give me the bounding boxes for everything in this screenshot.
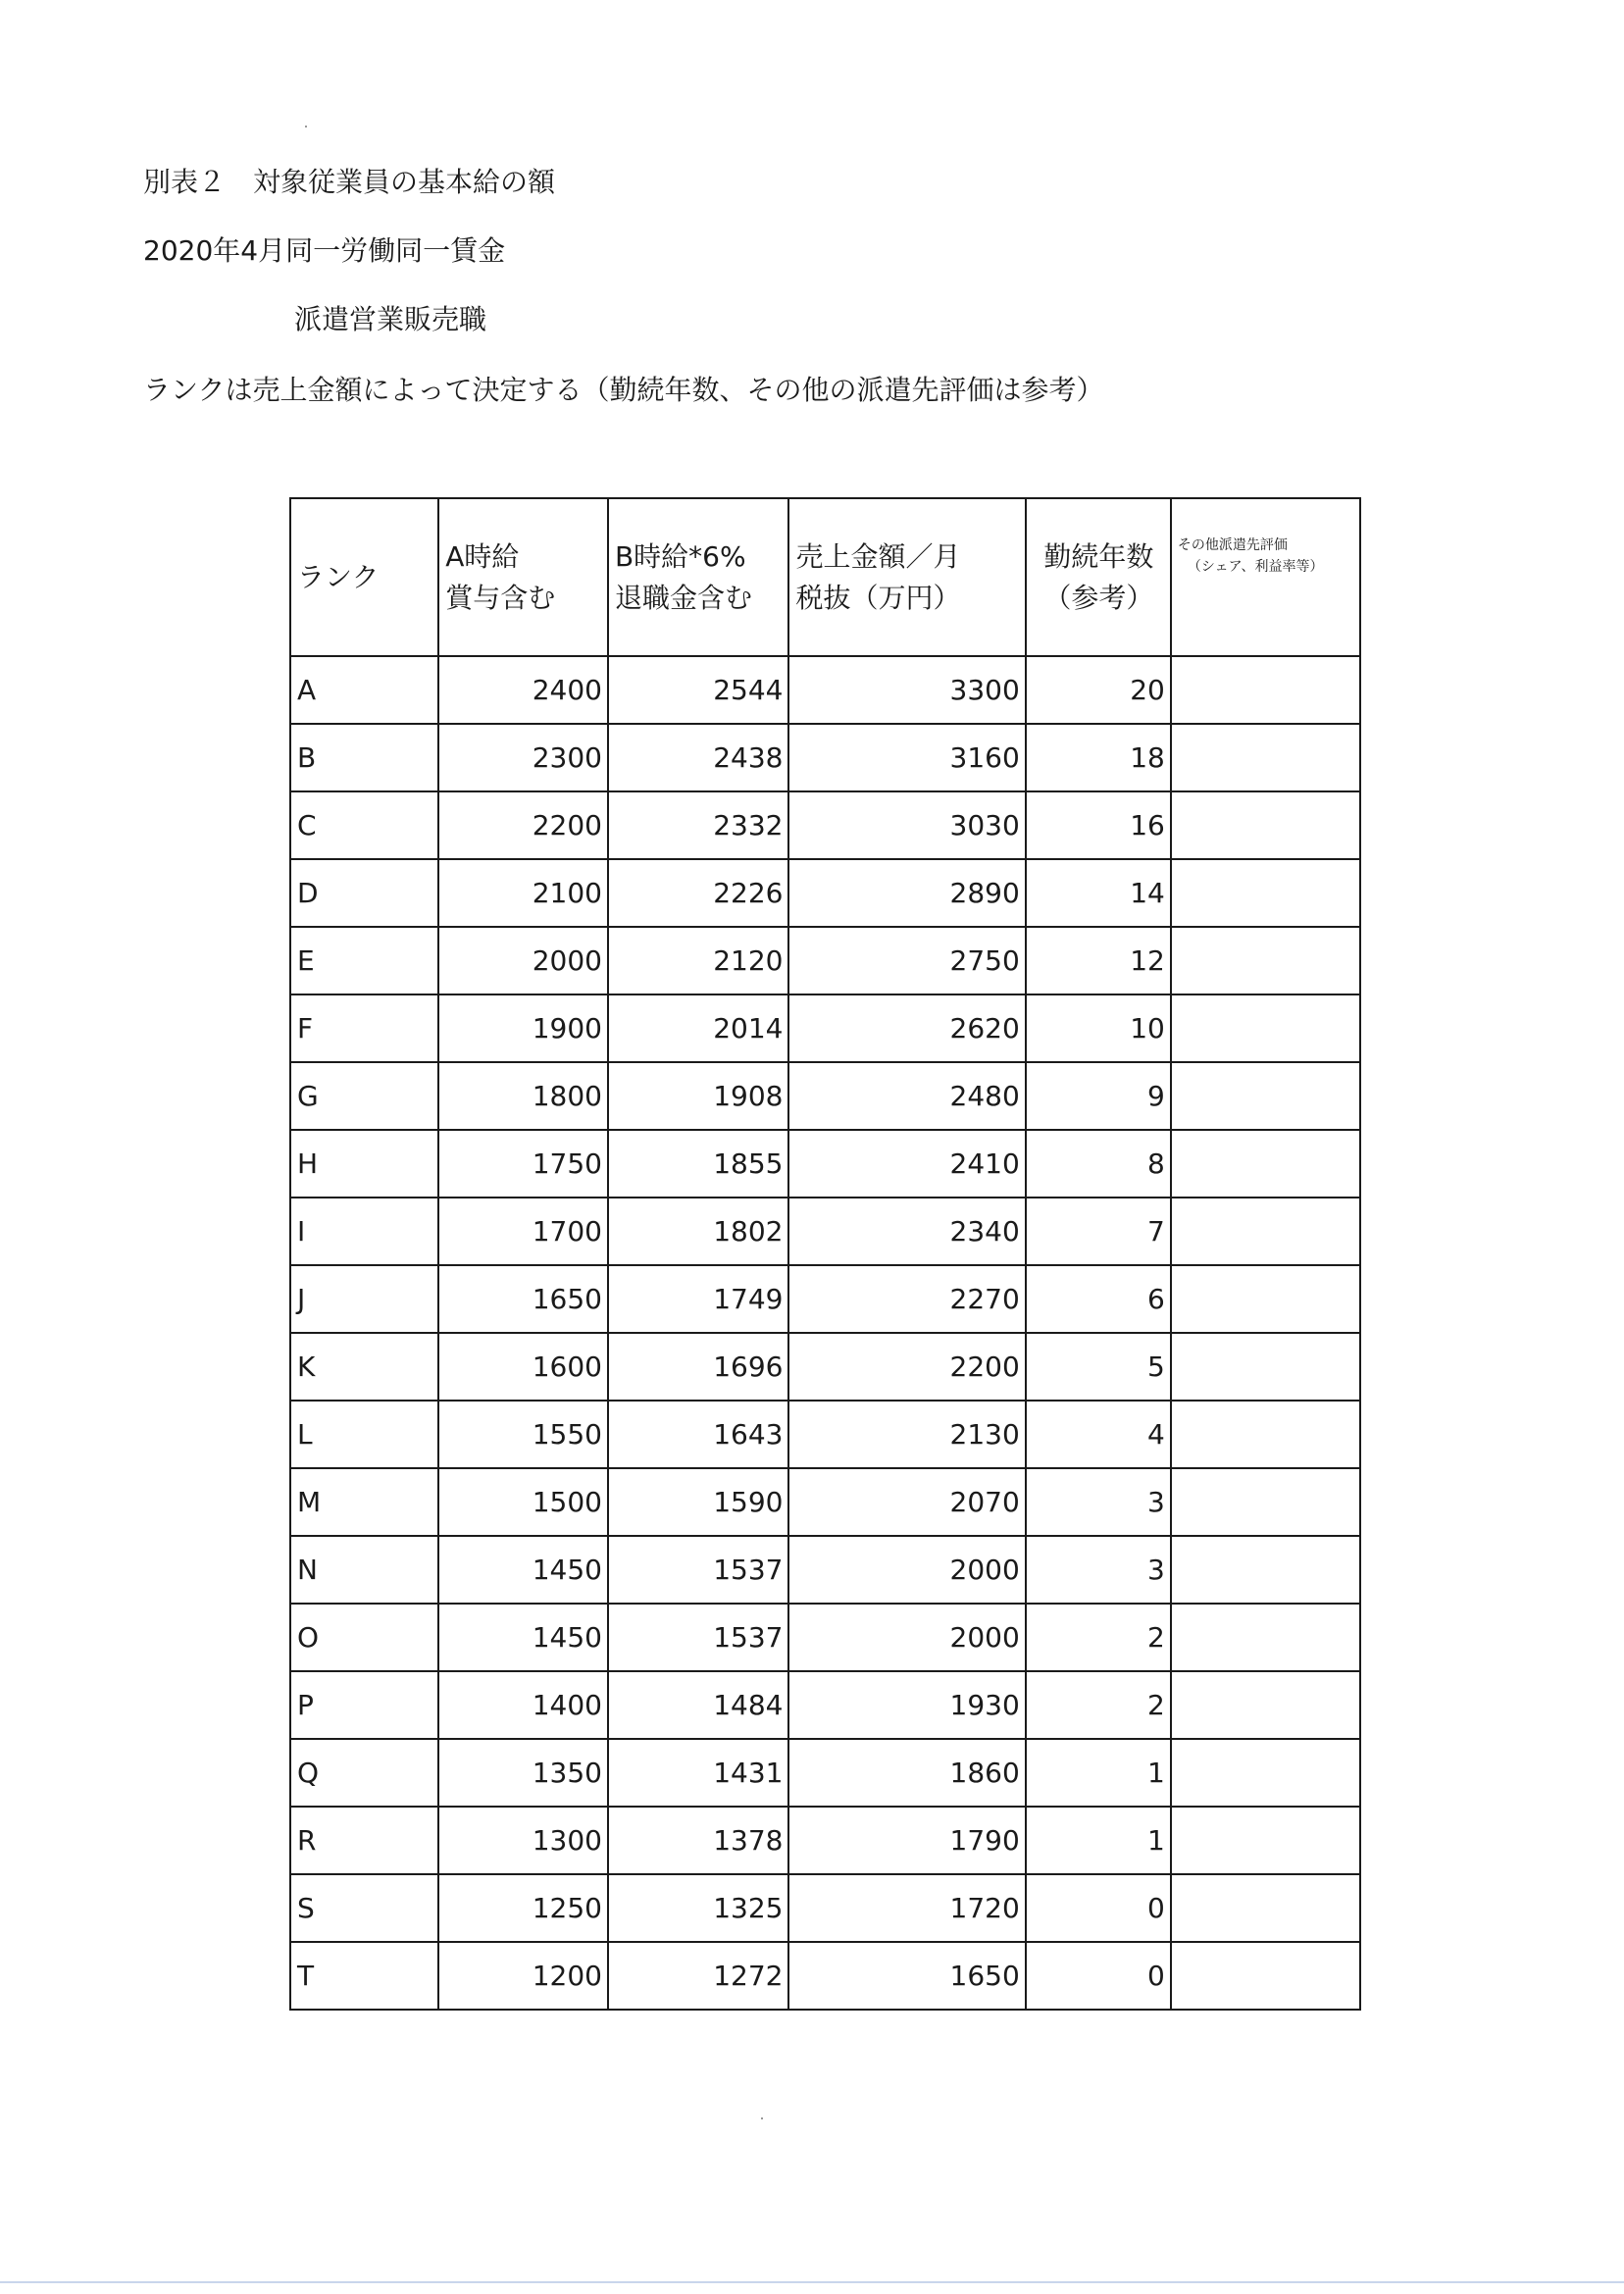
cell-rank: L — [290, 1401, 438, 1468]
cell-sales: 1650 — [788, 1942, 1025, 2010]
cell-other-evaluation — [1171, 656, 1360, 724]
cell-rank: A — [290, 656, 438, 724]
cell-b-wage: 1643 — [608, 1401, 789, 1468]
table-row — [290, 1333, 1360, 1401]
cell-years: 18 — [1026, 724, 1171, 791]
cell-sales: 2200 — [788, 1333, 1025, 1401]
table-row — [290, 1536, 1360, 1604]
table-body — [290, 656, 1360, 2010]
table-row — [290, 1874, 1360, 1942]
cell-other-evaluation — [1171, 1198, 1360, 1265]
cell-b-wage: 2544 — [608, 656, 789, 724]
scan-bottom-rule — [0, 2281, 1624, 2283]
cell-rank: F — [290, 994, 438, 1062]
cell-a-wage: 2300 — [438, 724, 608, 791]
cell-rank: D — [290, 859, 438, 927]
cell-years: 1 — [1026, 1807, 1171, 1874]
cell-b-wage: 1272 — [608, 1942, 789, 2010]
cell-other-evaluation — [1171, 1807, 1360, 1874]
cell-rank: Q — [290, 1739, 438, 1807]
cell-b-wage: 2438 — [608, 724, 789, 791]
cell-sales: 3030 — [788, 791, 1025, 859]
header-years-line1: 勤続年数 — [1043, 539, 1154, 573]
cell-other-evaluation — [1171, 1062, 1360, 1130]
header-a-wage-line1: A時給 — [445, 539, 520, 573]
cell-a-wage: 1900 — [438, 994, 608, 1062]
cell-sales: 2340 — [788, 1198, 1025, 1265]
cell-sales: 3160 — [788, 724, 1025, 791]
cell-years: 0 — [1026, 1942, 1171, 2010]
cell-years: 9 — [1026, 1062, 1171, 1130]
cell-b-wage: 2332 — [608, 791, 789, 859]
cell-a-wage: 1500 — [438, 1468, 608, 1536]
cell-a-wage: 1400 — [438, 1671, 608, 1739]
cell-other-evaluation — [1171, 1671, 1360, 1739]
scan-speck — [305, 126, 307, 127]
cell-years: 3 — [1026, 1536, 1171, 1604]
cell-other-evaluation — [1171, 1739, 1360, 1807]
cell-a-wage: 1550 — [438, 1401, 608, 1468]
table-row — [290, 656, 1360, 724]
table-row — [290, 994, 1360, 1062]
cell-a-wage: 1600 — [438, 1333, 608, 1401]
cell-other-evaluation — [1171, 1333, 1360, 1401]
cell-years: 4 — [1026, 1401, 1171, 1468]
cell-other-evaluation — [1171, 1536, 1360, 1604]
cell-years: 20 — [1026, 656, 1171, 724]
table-row — [290, 1198, 1360, 1265]
cell-rank: B — [290, 724, 438, 791]
rank-note: ランクは売上金額によって決定する（勤続年数、その他の派遣先評価は参考） — [143, 374, 1104, 406]
cell-years: 6 — [1026, 1265, 1171, 1333]
cell-a-wage: 2100 — [438, 859, 608, 927]
cell-sales: 1860 — [788, 1739, 1025, 1807]
cell-sales: 2000 — [788, 1604, 1025, 1671]
cell-years: 5 — [1026, 1333, 1171, 1401]
header-sales-line2: 税抜（万円） — [795, 581, 961, 614]
cell-rank: M — [290, 1468, 438, 1536]
cell-years: 16 — [1026, 791, 1171, 859]
cell-years: 3 — [1026, 1468, 1171, 1536]
wage-table — [289, 497, 1361, 2011]
cell-a-wage: 1450 — [438, 1604, 608, 1671]
cell-years: 8 — [1026, 1130, 1171, 1198]
cell-sales: 2270 — [788, 1265, 1025, 1333]
cell-b-wage: 2226 — [608, 859, 789, 927]
cell-b-wage: 1696 — [608, 1333, 789, 1401]
cell-b-wage: 1749 — [608, 1265, 789, 1333]
cell-years: 10 — [1026, 994, 1171, 1062]
header-a-wage — [438, 498, 608, 656]
cell-b-wage: 1325 — [608, 1874, 789, 1942]
cell-other-evaluation — [1171, 1604, 1360, 1671]
cell-years: 7 — [1026, 1198, 1171, 1265]
job-category: 派遣営業販売職 — [294, 303, 487, 335]
table-row — [290, 927, 1360, 994]
table-row — [290, 1671, 1360, 1739]
cell-rank: C — [290, 791, 438, 859]
cell-b-wage: 1484 — [608, 1671, 789, 1739]
cell-sales: 2000 — [788, 1536, 1025, 1604]
header-sales — [788, 498, 1025, 656]
header-b-wage-line1: B時給*6% — [614, 539, 746, 573]
cell-rank: H — [290, 1130, 438, 1198]
cell-years: 0 — [1026, 1874, 1171, 1942]
header-other-line2: （シェア、利益率等） — [1187, 559, 1324, 575]
header-rank — [290, 498, 438, 656]
cell-sales: 1930 — [788, 1671, 1025, 1739]
header-a-wage-line2: 賞与含む — [445, 581, 556, 614]
header-years — [1026, 498, 1171, 656]
cell-sales: 2620 — [788, 994, 1025, 1062]
cell-years: 2 — [1026, 1671, 1171, 1739]
cell-other-evaluation — [1171, 724, 1360, 791]
cell-rank: T — [290, 1942, 438, 2010]
cell-sales: 3300 — [788, 656, 1025, 724]
cell-b-wage: 1590 — [608, 1468, 789, 1536]
cell-years: 14 — [1026, 859, 1171, 927]
cell-b-wage: 1855 — [608, 1130, 789, 1198]
table-row — [290, 1604, 1360, 1671]
cell-b-wage: 2120 — [608, 927, 789, 994]
header-b-wage — [608, 498, 789, 656]
cell-other-evaluation — [1171, 791, 1360, 859]
cell-b-wage: 1431 — [608, 1739, 789, 1807]
cell-rank: G — [290, 1062, 438, 1130]
table-row — [290, 1265, 1360, 1333]
document-title: 別表２ 対象従業員の基本給の額 — [143, 166, 556, 198]
cell-rank: O — [290, 1604, 438, 1671]
cell-rank: N — [290, 1536, 438, 1604]
cell-years: 12 — [1026, 927, 1171, 994]
cell-rank: R — [290, 1807, 438, 1874]
cell-b-wage: 1908 — [608, 1062, 789, 1130]
cell-sales: 2130 — [788, 1401, 1025, 1468]
table-row — [290, 1807, 1360, 1874]
table-row — [290, 1401, 1360, 1468]
cell-rank: E — [290, 927, 438, 994]
table-row — [290, 724, 1360, 791]
cell-b-wage: 1378 — [608, 1807, 789, 1874]
cell-years: 2 — [1026, 1604, 1171, 1671]
cell-a-wage: 1450 — [438, 1536, 608, 1604]
table-row — [290, 791, 1360, 859]
cell-other-evaluation — [1171, 1130, 1360, 1198]
header-other-line1: その他派遣先評価 — [1177, 537, 1288, 553]
cell-a-wage: 1700 — [438, 1198, 608, 1265]
cell-b-wage: 1537 — [608, 1536, 789, 1604]
table-row — [290, 1739, 1360, 1807]
cell-years: 1 — [1026, 1739, 1171, 1807]
header-rank-line1: ランク — [297, 560, 380, 593]
header-sales-line1: 売上金額／月 — [795, 539, 961, 573]
cell-other-evaluation — [1171, 1874, 1360, 1942]
cell-rank: K — [290, 1333, 438, 1401]
table-row — [290, 859, 1360, 927]
cell-a-wage: 1750 — [438, 1130, 608, 1198]
cell-sales: 2480 — [788, 1062, 1025, 1130]
document-subtitle: 2020年4月同一労働同一賃金 — [143, 234, 506, 267]
cell-other-evaluation — [1171, 927, 1360, 994]
header-b-wage-line2: 退職金含む — [614, 581, 752, 614]
cell-rank: I — [290, 1198, 438, 1265]
cell-rank: S — [290, 1874, 438, 1942]
cell-a-wage: 2000 — [438, 927, 608, 994]
table-row — [290, 1062, 1360, 1130]
cell-b-wage: 1802 — [608, 1198, 789, 1265]
cell-a-wage: 1650 — [438, 1265, 608, 1333]
cell-a-wage: 2200 — [438, 791, 608, 859]
table-header-row — [290, 498, 1360, 656]
cell-a-wage: 1800 — [438, 1062, 608, 1130]
cell-sales: 1720 — [788, 1874, 1025, 1942]
cell-a-wage: 1300 — [438, 1807, 608, 1874]
cell-other-evaluation — [1171, 1468, 1360, 1536]
cell-a-wage: 1350 — [438, 1739, 608, 1807]
cell-other-evaluation — [1171, 994, 1360, 1062]
header-years-line2: （参考） — [1043, 581, 1154, 614]
cell-sales: 2890 — [788, 859, 1025, 927]
cell-rank: J — [290, 1265, 438, 1333]
cell-b-wage: 2014 — [608, 994, 789, 1062]
cell-other-evaluation — [1171, 1265, 1360, 1333]
cell-a-wage: 1200 — [438, 1942, 608, 2010]
cell-other-evaluation — [1171, 1401, 1360, 1468]
cell-b-wage: 1537 — [608, 1604, 789, 1671]
cell-a-wage: 2400 — [438, 656, 608, 724]
cell-rank: P — [290, 1671, 438, 1739]
scan-speck — [761, 2117, 763, 2119]
cell-other-evaluation — [1171, 859, 1360, 927]
cell-sales: 1790 — [788, 1807, 1025, 1874]
table-row — [290, 1468, 1360, 1536]
cell-other-evaluation — [1171, 1942, 1360, 2010]
cell-a-wage: 1250 — [438, 1874, 608, 1942]
table-row — [290, 1942, 1360, 2010]
cell-sales: 2750 — [788, 927, 1025, 994]
cell-sales: 2410 — [788, 1130, 1025, 1198]
cell-sales: 2070 — [788, 1468, 1025, 1536]
table-row — [290, 1130, 1360, 1198]
header-other-evaluation — [1171, 498, 1360, 656]
